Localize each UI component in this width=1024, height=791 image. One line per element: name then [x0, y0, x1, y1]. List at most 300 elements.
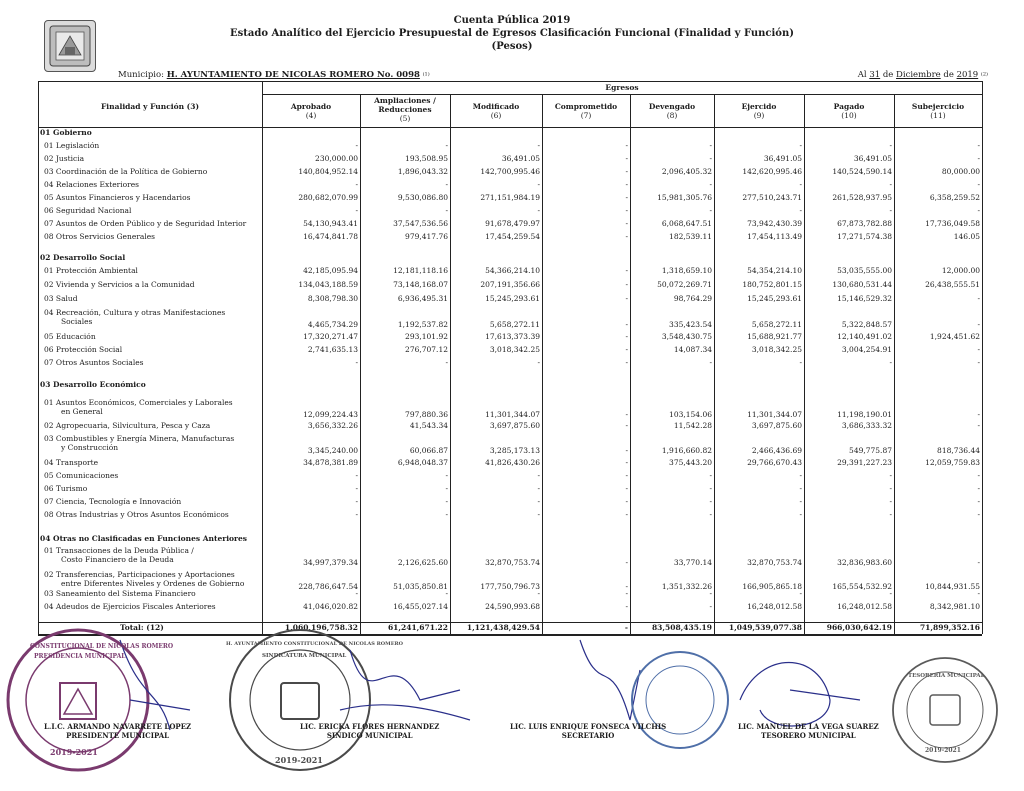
table-cell: -: [709, 510, 712, 519]
row-label-text: 03 Salud: [44, 294, 78, 303]
column-header-label: Modificado: [472, 102, 520, 111]
col-divider: [360, 94, 361, 634]
row-label: [44, 589, 196, 598]
column-header-label: Comprometido: [554, 102, 618, 111]
table-cell: 1,924,451.62: [929, 332, 980, 341]
table-cell: 60,066.87: [409, 446, 448, 455]
table-cell: 180,752,801.15: [742, 280, 802, 289]
table-cell: -: [625, 232, 628, 241]
table-cell: 12,000.00: [941, 266, 980, 275]
table-cell: -: [977, 206, 980, 215]
row-label: [44, 434, 234, 452]
table-cell: -: [709, 154, 712, 163]
table-cell: 8,308,798.30: [307, 294, 358, 303]
table-cell: -: [625, 332, 628, 341]
table-cell: -: [625, 458, 628, 467]
table-cell: 17,454,113.49: [747, 232, 802, 241]
total-cell: -: [624, 623, 628, 632]
table-cell: -: [625, 219, 628, 228]
table-cell: 11,198,190.01: [837, 410, 892, 419]
column-header: [714, 102, 804, 120]
table-cell: -: [445, 497, 448, 506]
table-cell: 277,510,243.71: [742, 193, 802, 202]
table-cell: 140,804,952.14: [298, 167, 358, 176]
table-cell: -: [355, 206, 358, 215]
egresos-rule: [262, 94, 982, 95]
table-cell: -: [977, 558, 980, 567]
row-label: [44, 358, 144, 367]
table-cell: 3,697,875.60: [751, 421, 802, 430]
table-cell: -: [625, 421, 628, 430]
table-cell: 24,590,993.68: [485, 602, 540, 611]
table-cell: -: [709, 602, 712, 611]
signer-role: SINDICO MUNICIPAL: [326, 731, 413, 740]
table-cell: 6,358,259.52: [929, 193, 980, 202]
table-cell: -: [445, 358, 448, 367]
total-bottom-rule: [38, 634, 982, 636]
table-cell: -: [625, 280, 628, 289]
table-cell: 3,686,333.32: [841, 421, 892, 430]
table-cell: -: [355, 484, 358, 493]
column-header-label: Ampliaciones / Reducciones: [374, 96, 436, 114]
table-cell: -: [537, 589, 540, 598]
table-cell: 42,185,095.94: [303, 266, 358, 275]
table-left-rule: [38, 81, 39, 634]
table-cell: -: [537, 180, 540, 189]
row-label: [44, 471, 118, 480]
table-cell: 11,301,344.07: [485, 410, 540, 419]
table-cell: 1,916,660.82: [661, 446, 712, 455]
table-cell: 34,878,381.89: [303, 458, 358, 467]
table-cell: 1,351,332.26: [661, 582, 712, 591]
table-cell: 53,035,555.00: [837, 266, 892, 275]
table-cell: 17,613,373.39: [485, 332, 540, 341]
presidencia-seal-text: CONSTITUCIONAL DE NICOLAS ROMERO: [30, 643, 174, 650]
table-cell: -: [625, 180, 628, 189]
table-cell: -: [709, 358, 712, 367]
total-cell: 1,049,539,077.38: [728, 623, 802, 632]
table-cell: -: [889, 180, 892, 189]
table-cell: 98,764.29: [673, 294, 712, 303]
col-divider: [542, 94, 543, 634]
report-units: (Pesos): [491, 41, 533, 52]
municipality-line: [118, 70, 430, 80]
row-label: [44, 484, 87, 493]
table-cell: 91,678,479.97: [485, 219, 540, 228]
tesoreria-seal-text: TESORERIA MUNICIPAL: [908, 673, 985, 679]
table-cell: 36,491.05: [501, 154, 540, 163]
column-header-number: (6): [490, 111, 502, 120]
row-label: [44, 510, 229, 519]
row-label-text: 04 Transporte: [44, 458, 99, 467]
table-cell: 165,554,532.92: [832, 582, 892, 591]
row-label-text: 01 Transacciones de la Deuda Pública /: [44, 546, 194, 555]
table-cell: -: [889, 358, 892, 367]
table-cell: 14,087.34: [673, 345, 712, 354]
table-cell: 182,539.11: [669, 232, 712, 241]
table-cell: 73,148,168.07: [393, 280, 448, 289]
table-cell: 51,035,850.81: [393, 582, 448, 591]
column-header-number: (10): [841, 111, 857, 120]
row-label-text: 03 Combustibles y Energía Minera, Manufacturas: [44, 434, 235, 443]
table-cell: -: [709, 497, 712, 506]
president-signature: [120, 640, 190, 730]
period-month: Diciembre: [896, 70, 941, 80]
table-cell: 1,192,537.82: [397, 320, 448, 329]
table-cell: 375,443.20: [669, 458, 712, 467]
table-cell: -: [445, 141, 448, 150]
table-cell: 12,099,224.43: [303, 410, 358, 419]
table-cell: 979,417.76: [405, 232, 448, 241]
table-cell: -: [355, 358, 358, 367]
table-cell: -: [625, 167, 628, 176]
table-cell: 3,004,254.91: [841, 345, 892, 354]
table-cell: 41,543.34: [409, 421, 448, 430]
table-cell: 41,826,430.26: [485, 458, 540, 467]
table-cell: 17,320,271.47: [303, 332, 358, 341]
row-label-text: 02 Desarrollo Social: [40, 253, 126, 262]
group-label: [40, 253, 125, 262]
sindicatura-seal-year: 2019-2021: [275, 755, 323, 765]
signer-name: LIC. ERICKA FLORES HERNANDEZ: [300, 722, 440, 731]
table-cell: -: [799, 180, 802, 189]
row-label: [44, 180, 139, 189]
table-cell: -: [537, 141, 540, 150]
table-cell: -: [625, 193, 628, 202]
table-cell: -: [889, 510, 892, 519]
table-cell: -: [977, 345, 980, 354]
table-cell: -: [445, 510, 448, 519]
column-header: [262, 102, 360, 120]
row-label-text: 05 Comunicaciones: [44, 471, 119, 480]
table-cell: 50,072,269.71: [657, 280, 712, 289]
table-cell: 3,548,430.75: [661, 332, 712, 341]
table-cell: -: [799, 358, 802, 367]
table-cell: 16,248,012.58: [747, 602, 802, 611]
group-label: [40, 128, 92, 137]
table-cell: 67,873,782.88: [837, 219, 892, 228]
table-cell: -: [445, 471, 448, 480]
table-cell: -: [709, 484, 712, 493]
table-cell: -: [889, 484, 892, 493]
table-cell: 228,786,647.54: [298, 582, 358, 591]
table-cell: -: [537, 510, 540, 519]
row-label: [44, 193, 190, 202]
row-label-text: 07 Ciencia, Tecnología e Innovación: [44, 497, 182, 506]
table-cell: 15,146,529.32: [837, 294, 892, 303]
table-cell: 15,245,293.61: [485, 294, 540, 303]
table-cell: 32,870,753.74: [485, 558, 540, 567]
table-cell: -: [977, 484, 980, 493]
table-cell: 2,741,635.13: [307, 345, 358, 354]
sindico-signature: [340, 650, 470, 720]
row-label-text: 01 Asuntos Económicos, Comerciales y Laborales: [44, 398, 233, 407]
table-cell: -: [977, 471, 980, 480]
table-cell: 261,528,937.95: [832, 193, 892, 202]
table-cell: -: [537, 358, 540, 367]
col-divider: [714, 94, 715, 634]
table-cell: 29,766,670.43: [747, 458, 802, 467]
signer-name: LIC. MANUEL DE LA VEGA SUAREZ: [738, 722, 879, 731]
row-label: [44, 206, 131, 215]
column-header: [804, 102, 894, 120]
table-cell: -: [977, 421, 980, 430]
total-cell: 1,121,438,429.54: [466, 623, 540, 632]
signer-role: PRESIDENTE MUNICIPAL: [66, 731, 170, 740]
tesorero-signature: [740, 663, 860, 727]
table-cell: -: [537, 484, 540, 493]
column-header-label: Pagado: [833, 102, 865, 111]
table-cell: -: [355, 510, 358, 519]
table-cell: 17,736,049.58: [925, 219, 980, 228]
table-cell: -: [709, 471, 712, 480]
table-cell: 6,936,495.31: [397, 294, 448, 303]
row-label-text: 06 Turismo: [44, 484, 88, 493]
row-label-text: 02 Justicia: [44, 154, 85, 163]
table-cell: -: [709, 589, 712, 598]
table-cell: -: [977, 510, 980, 519]
table-cell: -: [355, 471, 358, 480]
table-cell: -: [537, 206, 540, 215]
table-cell: -: [445, 180, 448, 189]
table-cell: 15,981,305.76: [657, 193, 712, 202]
table-cell: 8,342,981.10: [929, 602, 980, 611]
column-header-number: (7): [580, 111, 592, 120]
table-cell: -: [977, 497, 980, 506]
signer-name: LIC. LUIS ENRIQUE FONSECA VILCHIS: [510, 722, 667, 731]
table-cell: -: [625, 446, 628, 455]
first-column-header: Finalidad y Función (3): [100, 102, 199, 111]
egresos-label: Egresos: [605, 83, 639, 92]
row-label-text: 03 Saneamiento del Sistema Financiero: [44, 589, 196, 598]
signer-role: SECRETARIO: [561, 731, 615, 740]
table-cell: -: [355, 180, 358, 189]
table-cell: 5,322,848.57: [841, 320, 892, 329]
row-label-text: 02 Transferencias, Participaciones y Aportaciones: [44, 570, 235, 579]
table-cell: -: [709, 206, 712, 215]
row-label-text: 07 Otros Asuntos Sociales: [44, 358, 144, 367]
table-cell: -: [445, 589, 448, 598]
col-divider: [450, 94, 451, 634]
signer-role: TESORERO MUNICIPAL: [761, 731, 856, 740]
table-cell: 12,181,118.16: [393, 266, 448, 275]
row-label-text: 02 Agropecuaria, Silvicultura, Pesca y Caza: [44, 421, 211, 430]
table-cell: 34,997,379.34: [303, 558, 358, 567]
table-cell: -: [625, 294, 628, 303]
secretario-signature: [580, 640, 640, 720]
row-label: [44, 294, 78, 303]
table-cell: -: [625, 484, 628, 493]
table-cell: 1,896,043.32: [397, 167, 448, 176]
table-cell: -: [977, 320, 980, 329]
table-cell: 293,101.92: [405, 332, 448, 341]
table-cell: -: [625, 410, 628, 419]
row-label-continuation: y Construcción: [61, 443, 119, 452]
column-header: [630, 102, 714, 120]
signer-secretario: [510, 722, 666, 740]
table-cell: 103,154.06: [669, 410, 712, 419]
table-cell: -: [799, 206, 802, 215]
table-cell: -: [799, 497, 802, 506]
row-label-text: 03 Coordinación de la Política de Gobierno: [44, 167, 208, 176]
table-cell: -: [625, 154, 628, 163]
row-label: [44, 219, 246, 228]
period-line: [858, 70, 988, 80]
total-cell: 71,899,352.16: [919, 623, 980, 632]
column-header-label: Subejercicio: [911, 102, 965, 111]
table-cell: 33,770.14: [673, 558, 712, 567]
signer-name: L.I.C. ARMANDO NAVARRETE LOPEZ: [44, 722, 192, 731]
table-cell: 549,775.87: [849, 446, 892, 455]
table-cell: 15,688,921.77: [747, 332, 802, 341]
table-cell: -: [799, 589, 802, 598]
table-cell: 142,620,995.46: [742, 167, 802, 176]
row-label-text: 04 Adeudos de Ejercicios Fiscales Anteriores: [44, 602, 216, 611]
table-cell: -: [977, 154, 980, 163]
table-cell: -: [977, 141, 980, 150]
table-cell: -: [977, 589, 980, 598]
table-cell: -: [977, 294, 980, 303]
table-cell: -: [625, 589, 628, 598]
table-top-rule: [38, 81, 982, 82]
table-cell: -: [355, 141, 358, 150]
table-cell: 9,530,086.80: [397, 193, 448, 202]
table-cell: 73,942,430.39: [747, 219, 802, 228]
municipality-label: Municipio:: [118, 70, 164, 80]
table-cell: -: [709, 141, 712, 150]
table-cell: 207,191,356.66: [480, 280, 540, 289]
column-header-label: Ejercido: [741, 102, 777, 111]
table-cell: 5,658,272.11: [489, 320, 540, 329]
table-cell: 3,345,240.00: [307, 446, 358, 455]
column-header: [542, 102, 630, 120]
table-cell: -: [625, 510, 628, 519]
row-label: [44, 345, 122, 354]
table-cell: -: [625, 582, 628, 591]
row-label-text: 05 Asuntos Financieros y Hacendarios: [44, 193, 191, 202]
table-cell: 12,059,759.83: [925, 458, 980, 467]
table-cell: -: [625, 345, 628, 354]
table-cell: 134,043,188.59: [298, 280, 358, 289]
column-header-label: Devengado: [648, 102, 696, 111]
row-label: [44, 154, 84, 163]
column-header: [894, 102, 982, 120]
row-label-text: 08 Otros Servicios Generales: [44, 232, 156, 241]
row-label: [44, 602, 216, 611]
period-ref: (2): [980, 71, 988, 78]
table-cell: 230,000.00: [315, 154, 358, 163]
table-right-rule: [982, 81, 983, 634]
sindicatura-seal: [230, 630, 370, 770]
period-year: 2019: [956, 70, 979, 80]
table-cell: 32,836,983.60: [837, 558, 892, 567]
row-label: [44, 266, 138, 275]
table-cell: 10,844,931.55: [925, 582, 980, 591]
period-prefix: Al: [857, 70, 867, 80]
table-cell: 335,423.54: [669, 320, 712, 329]
row-label: [44, 167, 207, 176]
table-cell: -: [625, 558, 628, 567]
table-cell: -: [977, 180, 980, 189]
row-label-continuation: Sociales: [61, 317, 93, 326]
table-cell: -: [977, 410, 980, 419]
table-cell: 3,697,875.60: [489, 421, 540, 430]
table-cell: 6,948,048.37: [397, 458, 448, 467]
table-cell: 16,474,841.78: [303, 232, 358, 241]
table-cell: -: [625, 602, 628, 611]
row-label-text: 05 Educación: [44, 332, 96, 341]
total-label: Total: (12): [120, 623, 164, 632]
table-cell: 6,068,647.51: [661, 219, 712, 228]
row-label-text: 01 Legislación: [44, 141, 100, 150]
table-cell: -: [709, 180, 712, 189]
sindicatura-seal-text: H. AYUNTAMIENTO CONSTITUCIONAL DE NICOLAS ROMERO: [226, 641, 404, 647]
table-cell: -: [355, 589, 358, 598]
table-cell: 146.05: [953, 232, 980, 241]
table-cell: 280,682,070.99: [298, 193, 358, 202]
total-cell: 83,508,435.19: [651, 623, 712, 632]
total-cell: 61,241,671.22: [387, 623, 448, 632]
table-cell: 36,491.05: [853, 154, 892, 163]
table-cell: 17,454,259.54: [485, 232, 540, 241]
row-label-text: 02 Vivienda y Servicios a la Comunidad: [44, 280, 195, 289]
table-cell: -: [625, 141, 628, 150]
row-label: [44, 421, 210, 430]
column-header: [450, 102, 542, 120]
table-cell: -: [625, 358, 628, 367]
table-cell: 15,245,293.61: [747, 294, 802, 303]
table-cell: 37,547,536.56: [393, 219, 448, 228]
row-label-text: 04 Relaciones Exteriores: [44, 180, 140, 189]
period-de-2: de: [943, 70, 954, 80]
table-cell: 16,248,012.58: [837, 602, 892, 611]
table-cell: 130,680,531.44: [832, 280, 892, 289]
row-label-text: 04 Recreación, Cultura y otras Manifestaciones: [44, 308, 226, 317]
row-label: [44, 308, 225, 326]
table-cell: 12,140,491.02: [837, 332, 892, 341]
table-cell: 3,018,342.25: [751, 345, 802, 354]
table-cell: 271,151,984.19: [480, 193, 540, 202]
signer-presidente: [44, 722, 191, 740]
table-cell: 1,318,659.10: [661, 266, 712, 275]
table-cell: -: [889, 471, 892, 480]
row-label-text: 07 Asuntos de Orden Público y de Seguridad Interior: [44, 219, 247, 228]
total-cell: 966,030,642.19: [826, 623, 892, 632]
table-cell: 3,018,342.25: [489, 345, 540, 354]
row-label-text: 06 Seguridad Nacional: [44, 206, 132, 215]
table-cell: 140,524,590.14: [832, 167, 892, 176]
table-cell: 54,130,943.41: [303, 219, 358, 228]
col-divider: [630, 94, 631, 634]
table-cell: -: [977, 358, 980, 367]
signer-sindico: [300, 722, 439, 740]
municipality-name: H. AYUNTAMIENTO DE NICOLAS ROMERO No. 0098: [166, 70, 420, 80]
row-label-text: 01 Gobierno: [40, 128, 92, 137]
period-de-1: de: [882, 70, 894, 80]
sindicatura-seal-mid: SINDICATURA MUNICIPAL: [262, 653, 347, 659]
table-cell: 2,126,625.60: [397, 558, 448, 567]
table-cell: -: [625, 266, 628, 275]
table-cell: 193,508.95: [405, 154, 448, 163]
table-cell: 4,465,734.29: [307, 320, 358, 329]
col-divider: [804, 94, 805, 634]
table-cell: -: [799, 484, 802, 493]
row-label: [44, 332, 96, 341]
table-cell: 5,658,272.11: [751, 320, 802, 329]
total-cell: 1,060,196,758.32: [284, 623, 358, 632]
table-cell: -: [355, 497, 358, 506]
table-cell: -: [445, 484, 448, 493]
